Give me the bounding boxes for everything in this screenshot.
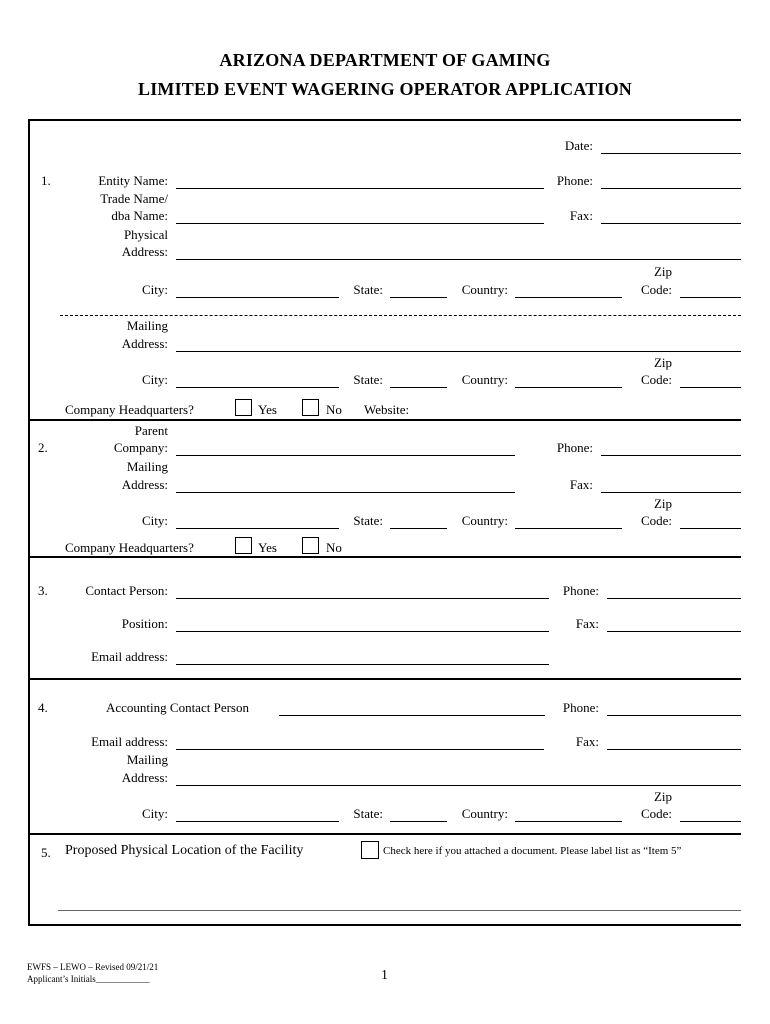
contact-person-label: Contact Person: xyxy=(85,583,168,598)
city-field-2[interactable] xyxy=(176,387,339,388)
mailing-address-field-4[interactable] xyxy=(176,785,741,786)
company-hq-label-2: Company Headquarters? xyxy=(65,540,194,555)
email-label-3: Email address: xyxy=(91,649,168,664)
mailing-label-2: Mailing xyxy=(126,459,168,474)
phone-field-3[interactable] xyxy=(607,598,741,599)
section-1-number: 1. xyxy=(41,173,51,188)
parent-company-field[interactable] xyxy=(176,455,515,456)
zip-code-label-2: Code: xyxy=(640,372,672,387)
zip-field-1[interactable] xyxy=(680,297,741,298)
zip-label-4: Zip xyxy=(653,789,672,804)
physical-address-field[interactable] xyxy=(176,259,741,260)
city-field-1[interactable] xyxy=(176,297,339,298)
state-field-3[interactable] xyxy=(390,528,447,529)
country-field-4[interactable] xyxy=(515,821,622,822)
hq-yes-checkbox-2[interactable] xyxy=(235,537,252,554)
city-field-3[interactable] xyxy=(176,528,339,529)
phone-field-4[interactable] xyxy=(607,715,741,716)
proposed-location-label: Proposed Physical Location of the Facility xyxy=(65,843,304,858)
state-label-3: State: xyxy=(353,513,383,528)
phone-label-4: Phone: xyxy=(562,700,599,715)
dba-name-label: dba Name: xyxy=(111,208,168,223)
attached-document-text: Check here if you attached a document. Please label list as “Item 5” xyxy=(383,845,682,857)
parent-company-label: Company: xyxy=(113,440,168,455)
entity-name-field[interactable] xyxy=(176,188,544,189)
section-divider-1 xyxy=(28,419,741,421)
section-4-number: 4. xyxy=(38,700,48,715)
fax-label-3: Fax: xyxy=(575,616,599,631)
country-field-2[interactable] xyxy=(515,387,622,388)
phone-field-2[interactable] xyxy=(601,455,741,456)
state-label-1: State: xyxy=(353,282,383,297)
mailing-address-label-4: Address: xyxy=(121,770,168,785)
zip-code-label-1: Code: xyxy=(640,282,672,297)
mailing-address-label-1: Address: xyxy=(121,336,168,351)
date-field[interactable] xyxy=(601,153,741,154)
fax-label-4: Fax: xyxy=(575,734,599,749)
country-field-1[interactable] xyxy=(515,297,622,298)
dashed-separator xyxy=(60,315,741,316)
city-label-4: City: xyxy=(141,806,168,821)
date-label: Date: xyxy=(564,138,593,153)
state-field-2[interactable] xyxy=(390,387,447,388)
zip-field-4[interactable] xyxy=(680,821,741,822)
applicant-initials: Applicant’s Initials____________ xyxy=(27,974,150,984)
entity-name-label: Entity Name: xyxy=(98,173,168,188)
hq-no-checkbox-2[interactable] xyxy=(302,537,319,554)
page-number: 1 xyxy=(381,968,388,983)
section-5-number: 5. xyxy=(41,845,51,860)
trade-name-label: Trade Name/ xyxy=(100,191,168,206)
physical-label: Physical xyxy=(123,227,168,242)
zip-field-2[interactable] xyxy=(680,387,741,388)
section-divider-2 xyxy=(28,556,741,558)
city-field-4[interactable] xyxy=(176,821,339,822)
city-label-1: City: xyxy=(141,282,168,297)
mailing-label-4: Mailing xyxy=(126,752,168,767)
zip-label-3: Zip xyxy=(653,496,672,511)
proposed-location-field[interactable] xyxy=(58,910,741,911)
section-divider-4 xyxy=(28,833,741,835)
phone-label-2: Phone: xyxy=(556,440,593,455)
contact-person-field[interactable] xyxy=(176,598,549,599)
phone-label-3: Phone: xyxy=(562,583,599,598)
state-label-2: State: xyxy=(353,372,383,387)
section-3-number: 3. xyxy=(38,583,48,598)
country-label-1: Country: xyxy=(461,282,508,297)
phone-field-1[interactable] xyxy=(601,188,741,189)
hq-yes-checkbox-1[interactable] xyxy=(235,399,252,416)
mailing-label-1: Mailing xyxy=(126,318,168,333)
fax-field-4[interactable] xyxy=(607,749,741,750)
mailing-address-label-2: Address: xyxy=(121,477,168,492)
country-label-2: Country: xyxy=(461,372,508,387)
country-label-3: Country: xyxy=(461,513,508,528)
position-label: Position: xyxy=(121,616,168,631)
state-field-1[interactable] xyxy=(390,297,447,298)
zip-field-3[interactable] xyxy=(680,528,741,529)
phone-label-1: Phone: xyxy=(556,173,593,188)
position-field[interactable] xyxy=(176,631,549,632)
country-label-4: Country: xyxy=(461,806,508,821)
fax-label-1: Fax: xyxy=(569,208,593,223)
section-divider-3 xyxy=(28,678,741,680)
hq-yes-label-2: Yes xyxy=(258,540,277,555)
company-hq-label-1: Company Headquarters? xyxy=(65,402,194,417)
attached-document-checkbox[interactable] xyxy=(361,841,379,859)
zip-code-label-3: Code: xyxy=(640,513,672,528)
accounting-contact-label: Accounting Contact Person xyxy=(106,700,249,715)
zip-label-2: Zip xyxy=(653,355,672,370)
page-subtitle: LIMITED EVENT WAGERING OPERATOR APPLICATION xyxy=(137,79,633,99)
fax-field-2[interactable] xyxy=(601,492,741,493)
state-field-4[interactable] xyxy=(390,821,447,822)
hq-no-checkbox-1[interactable] xyxy=(302,399,319,416)
hq-no-label-1: No xyxy=(326,402,342,417)
physical-address-label: Address: xyxy=(121,244,168,259)
mailing-address-field-1[interactable] xyxy=(176,351,741,352)
city-label-3: City: xyxy=(141,513,168,528)
fax-label-2: Fax: xyxy=(569,477,593,492)
hq-yes-label-1: Yes xyxy=(258,402,277,417)
zip-label-1: Zip xyxy=(653,264,672,279)
mailing-address-field-2[interactable] xyxy=(176,492,515,493)
email-field-4[interactable] xyxy=(176,749,544,750)
fax-field-1[interactable] xyxy=(601,223,741,224)
section-2-number: 2. xyxy=(38,440,48,455)
state-label-4: State: xyxy=(353,806,383,821)
fax-field-3[interactable] xyxy=(607,631,741,632)
city-label-2: City: xyxy=(141,372,168,387)
website-label: Website: xyxy=(364,402,410,417)
email-field-3[interactable] xyxy=(176,664,549,665)
country-field-3[interactable] xyxy=(515,528,622,529)
email-label-4: Email address: xyxy=(91,734,168,749)
zip-code-label-4: Code: xyxy=(640,806,672,821)
hq-no-label-2: No xyxy=(326,540,342,555)
accounting-contact-field[interactable] xyxy=(279,715,545,716)
dba-name-field[interactable] xyxy=(176,223,544,224)
parent-label: Parent xyxy=(134,423,168,438)
page-title: ARIZONA DEPARTMENT OF GAMING xyxy=(219,50,551,70)
form-id: EWFS – LEWO – Revised 09/21/21 xyxy=(27,962,159,972)
